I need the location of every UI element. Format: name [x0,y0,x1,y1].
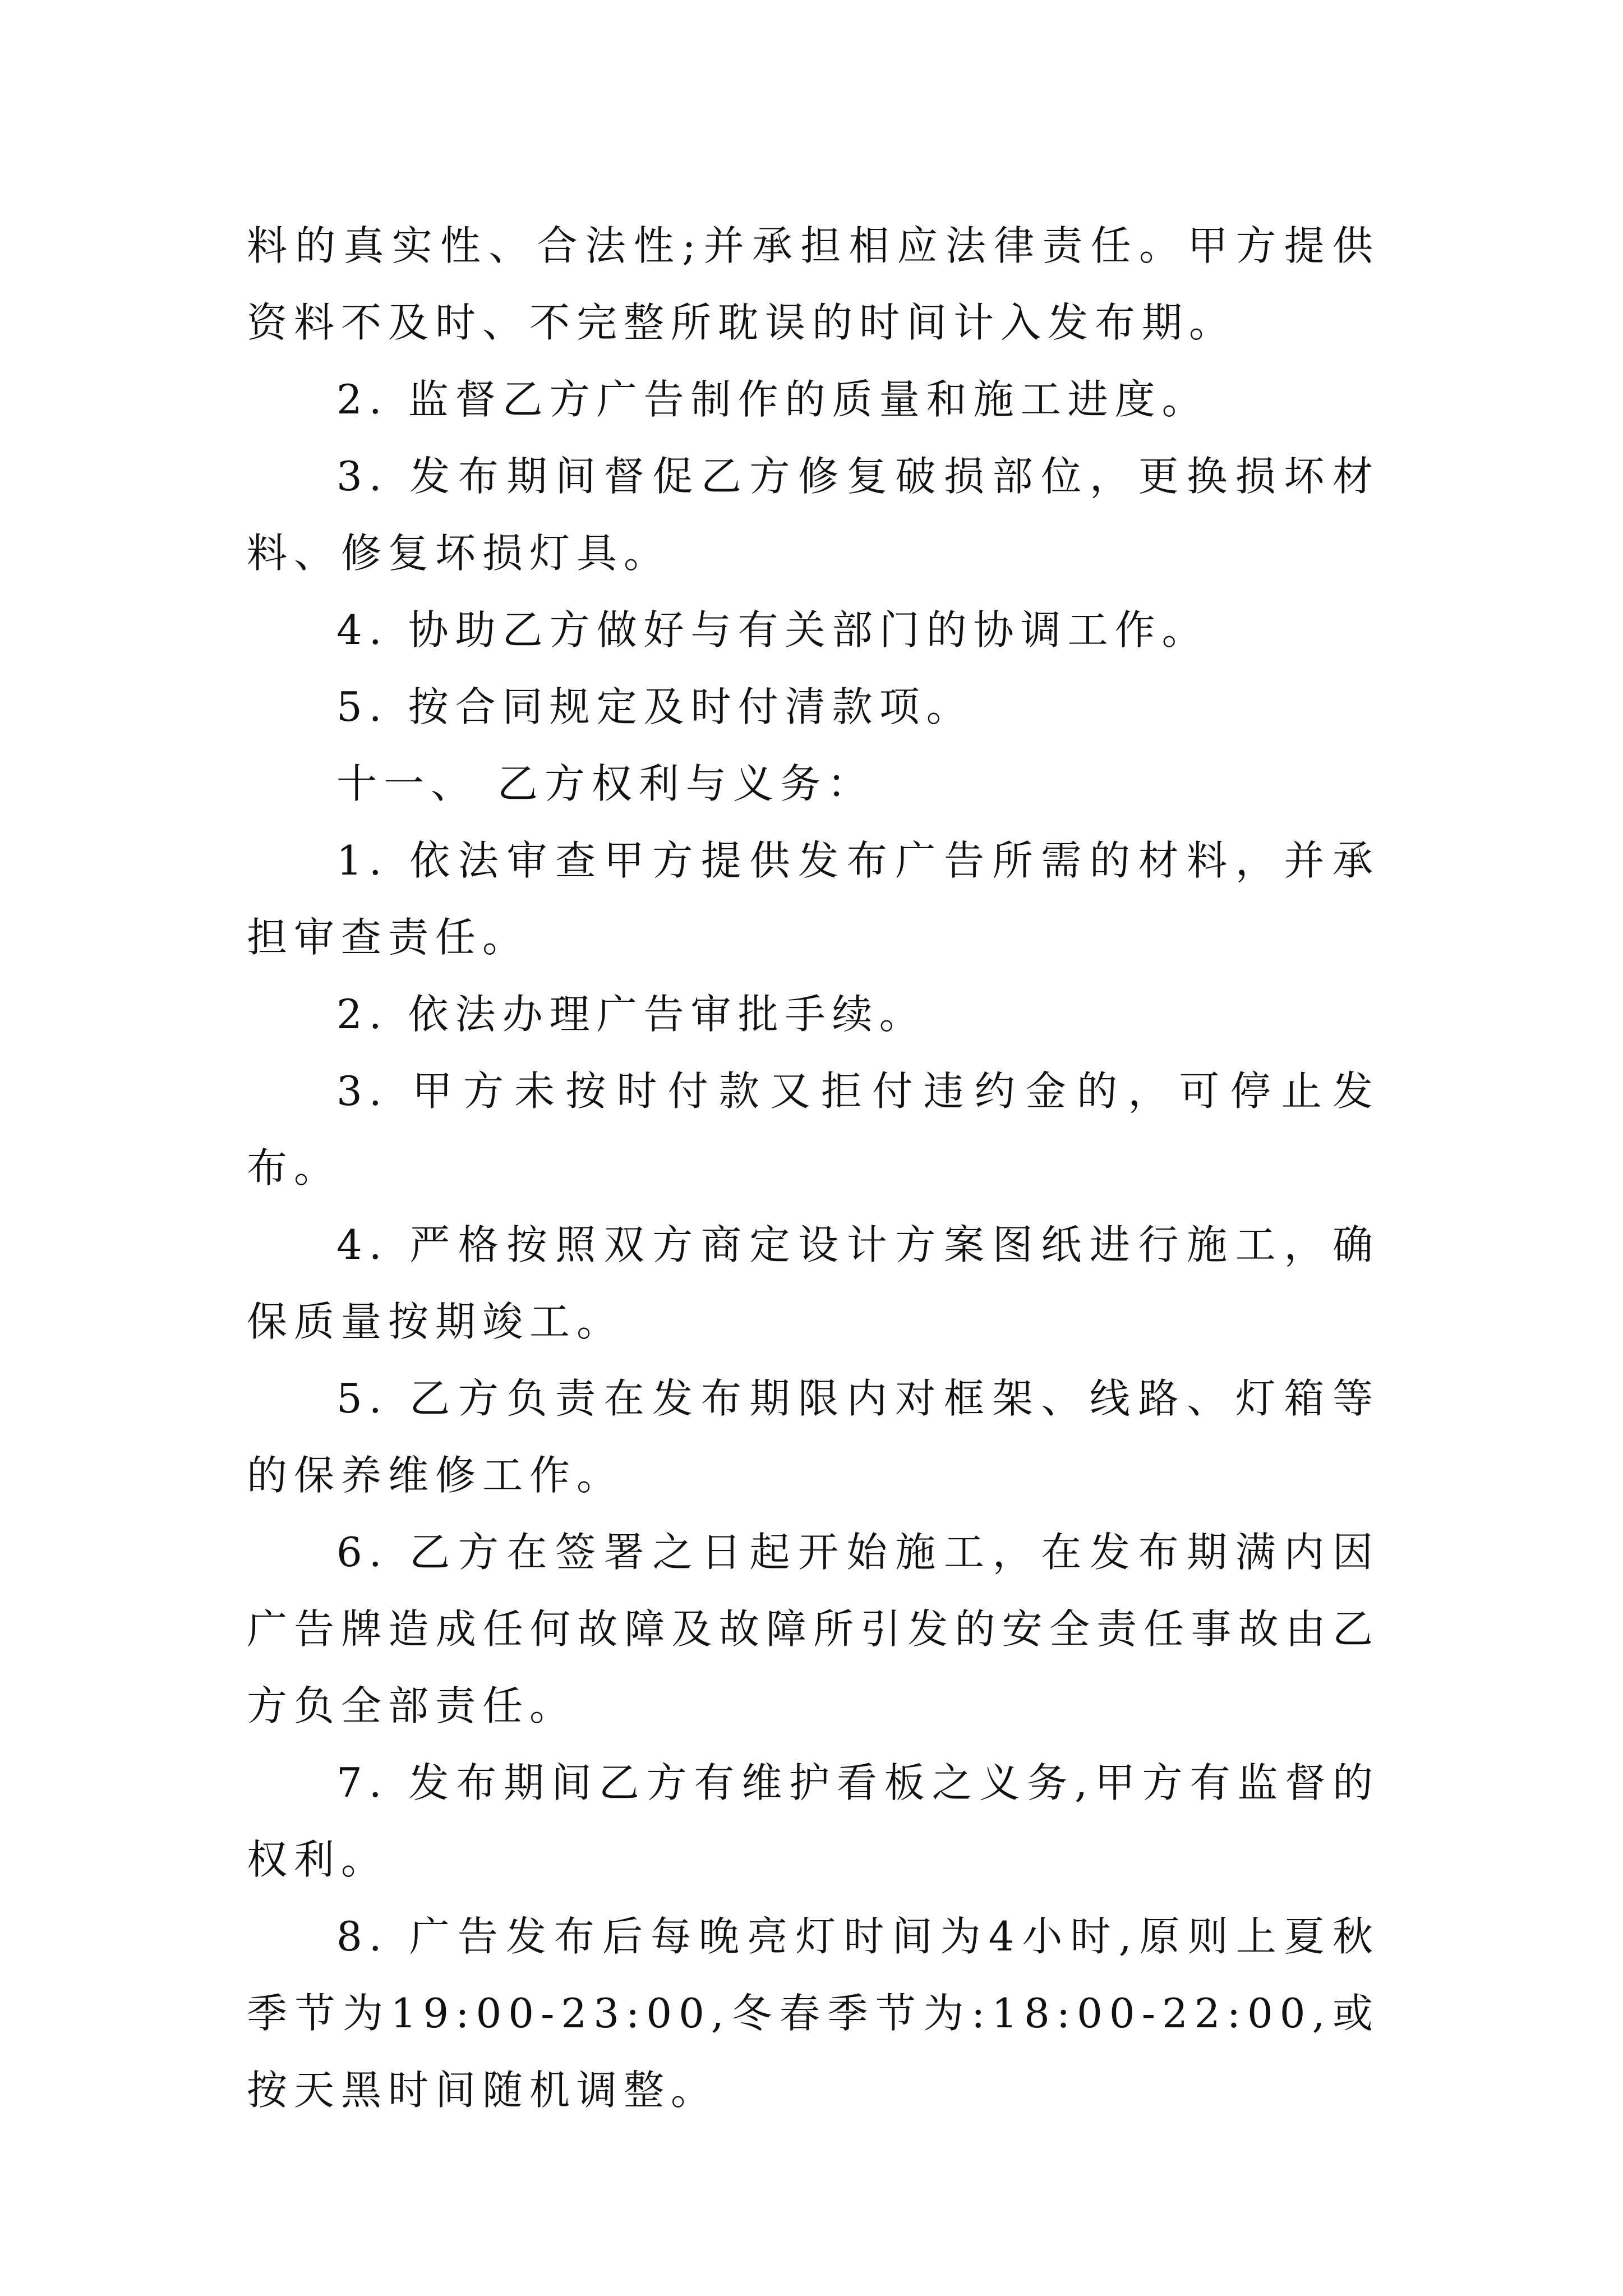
paragraph-b-item-7-maintain-billboard: 7. 发布期间乙方有维护看板之义务,甲方有监督的权利。 [247,1759,1380,1883]
document-body [247,208,1380,2129]
section-heading-party-b-rights: 十一、 乙方权利与义务： [336,760,874,807]
paragraph-item-3-repair-during-publishing: 3. 发布期间督促乙方修复破损部位，更换损坏材料、修复坏损灯具。 [247,453,1380,577]
paragraph-item-5-payment: 5. 按合同规定及时付清款项。 [336,683,974,730]
paragraph-item-2-supervise-quality: 2. 监督乙方广告制作的质量和施工进度。 [336,376,1209,423]
paragraph-b-item-1-review-materials: 1. 依法审查甲方提供发布广告所需的材料，并承担审查责任。 [247,837,1380,961]
paragraph-b-item-4-construction: 4. 严格按照双方商定设计方案图纸进行施工，确保质量按期竣工。 [247,1221,1380,1345]
paragraph-item-4-coordination: 4. 协助乙方做好与有关部门的协调工作。 [336,606,1209,654]
paragraph-b-item-6-liability: 6. 乙方在签署之日起开始施工，在发布期满内因广告牌造成任何故障及故障所引发的安全责任事故由乙方负全部责任。 [247,1529,1380,1729]
paragraph-b-item-2-approval: 2. 依法办理广告审批手续。 [336,991,926,1038]
paragraph-continuation: 料的真实性、合法性;并承担相应法律责任。甲方提供资料不及时、不完整所耽误的时间计入发布期。 [247,222,1380,346]
paragraph-b-item-5-maintenance: 5. 乙方负责在发布期限内对框架、线路、灯箱等的保养维修工作。 [247,1375,1380,1499]
paragraph-b-item-8-lighting-hours: 8. 广告发布后每晚亮灯时间为4小时,原则上夏秋季节为19:00-23:00,冬春季节为:18:00-22:00,或按天黑时间随机调整。 [247,1913,1380,2114]
paragraph-b-item-3-stop-publishing: 3. 甲方未按时付款又拒付违约金的，可停止发布。 [247,1068,1380,1191]
